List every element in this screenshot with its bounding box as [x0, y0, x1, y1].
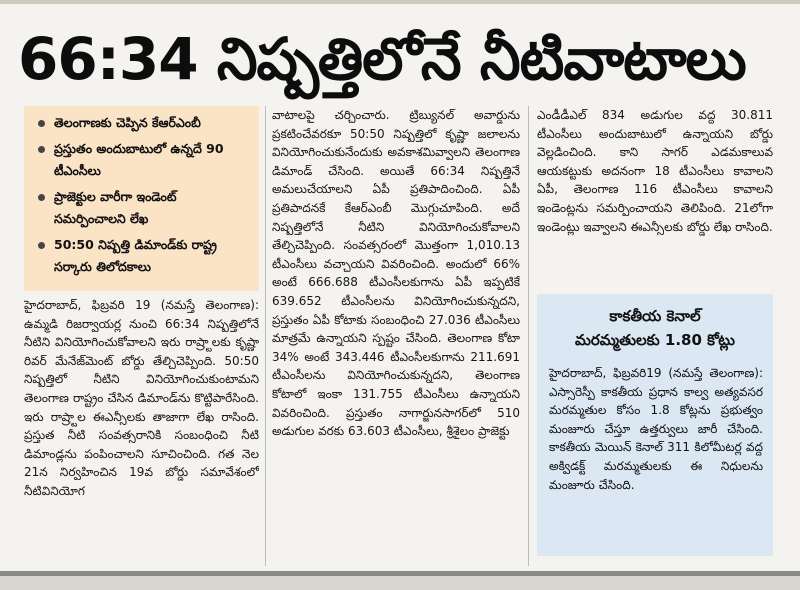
article-column-2: [272, 106, 520, 566]
column-divider: [528, 106, 529, 566]
highlights-box: [24, 106, 259, 291]
article-text: వాటాలపై చర్చించారు. ట్రిబ్యునల్ అవార్డును ప్రకటించేవరకూ 50:50 నిష్పత్తిలో కృష్ణా జలాలను వినియోగించుకునేందుకు అవకాశమివ్వాలని తెలంగాణ డిమాండ్ చేసింది. అయితే 66:34 నిష్పత్తినే అమలుచేయాలని ఏపీ ప్రతిపాదించింది. ఏపీ ప్రతిపాదనకే కేఆర్ఎంబీ మొగ్గుచూపింది. అదే నిష్పత్తిలోనే నీటిని వినియోగించుకోవాలని తేల్చిచెప్పింది. సంవత్సరంలో మొత్తంగా 1,010.13 టీఎంసీలు వచ్చాయని వివరించింది. అందులో 66% అంటే 666.688 టీఎంసీలకుగాను ఏపీ ఇప్పటికే 639.652 టీఎంసీలను వినియోగించుకున్నదని, ప్రస్తుతం ఏపీ కోటాకు సంబంధించి 27.036 టీఎంసీలు మాత్రమే ఉన్నాయని స్పష్టం చేసింది. తెలంగాణ కోటా 34% అంటే 343.446 టీఎంసీలకుగాను 211.691 టీఎంసీలను వినియోగించుకున్నదని, తెలంగాణ కోటాలో ఇంకా 131.755 టీఎంసీలు ఉన్నాయని వివరించింది. ప్రస్తుతం నాగార్జునసాగర్‌లో 510 అడుగుల వరకు 63.603 టీఎంసీలు, శ్రీశైలం ప్రాజెక్టు: [272, 108, 520, 439]
bottom-band: [0, 576, 800, 590]
highlight-item: 50:50 నిష్పత్తి డిమాండ్‌కు రాష్ట్ర సర్కారు తిలోదకాలు: [32, 234, 251, 278]
article-column-3: [537, 106, 773, 286]
sidebar-title: [537, 304, 773, 352]
sidebar-title-line: మరమ్మతులకు 1.80 కోట్లు: [574, 331, 735, 349]
column-divider: [265, 106, 266, 566]
highlight-item: తెలంగాణకు చెప్పిన కేఆర్ఎంబీ: [32, 112, 251, 134]
sidebar-title-line: కాకతీయ కెనాల్: [609, 307, 701, 325]
article-column-1: [24, 296, 259, 564]
highlights-list: [32, 112, 251, 278]
article-text: హైదరాబాద్, ఫిబ్రవరి 19 (నమస్తే తెలంగాణ): ఉమ్మడి రిజర్వాయర్ల నుంచి 66:34 నిష్పత్తిలోనే నీటిని వినియోగించుకోవాలని ఇరు రాష్ర్టాలకు కృష్ణా రివర్ మేనేజ్‌మెంట్ బోర్డు తేల్చిచెప్పింది. 50:50 నిష్పత్తిలో నీటిని వినియోగించుకుంటామని తెలంగాణ రాష్ట్రం చేసిన డిమాండ్‌ను కొట్టిపారేసింది. ఇరు రాష్ర్టాల ఈఎన్సీలకు తాజాగా లేఖ రాసింది. ప్రస్తుత నీటి సంవత్సరానికి సంబంధించి నీటి డిమాండ్లను పంపించాలని సూచించింది. గత నెల 21న నిర్వహించిన 19వ బోర్డు సమావేశంలో నీటివినియోగ: [24, 298, 259, 498]
highlight-item: ప్రస్తుతం అందుబాటులో ఉన్నదే 90 టీఎంసీలు: [32, 138, 251, 182]
article-text: ఎండీడీఎల్ 834 అడుగుల వద్ద 30.811 టీఎంసీలు అందుబాటులో ఉన్నాయని బోర్డు వెల్లడించింది. కాని సాగర్ ఎడమకాలువ ఆయకట్టుకు అదనంగా 18 టీఎంసీలు కావాలని ఏపీ, తెలంగాణ 116 టీఎంసీలు కావాలని ఇండెంట్లను సమర్పించాయని తెలిపింది. 21లోగా ఇండెంట్లు ఇవ్వాలని ఈఎన్సీలకు బోర్డు లేఖ రాసింది.: [537, 108, 773, 234]
top-divider: [0, 0, 800, 4]
sidebar-body: హైదరాబాద్, ఫిబ్రవరి19 (నమస్తే తెలంగాణ): ఎస్సారెస్పీ కాకతీయ ప్రధాన కాల్వ అత్యవసర మరమ్మతుల కోసం 1.8 కోట్లను ప్రభుత్వం మంజూరు చేస్తూ ఉత్తర్వులు జారీ చేసింది. కాకతీయ మెయిన్ కెనాల్ 311 కిలోమీటర్ల వద్ద అక్విడక్ట్ మరమ్మతులకు ఈ నిధులను మంజూరు చేసింది.: [549, 366, 763, 492]
headline: 66:34 నిష్పత్తిలోనే నీటివాటాలు: [18, 25, 746, 93]
highlight-item: ప్రాజెక్టుల వారీగా ఇండెంట్ సమర్పించాలని లేఖ: [32, 186, 251, 230]
sidebar-article: [537, 294, 773, 556]
